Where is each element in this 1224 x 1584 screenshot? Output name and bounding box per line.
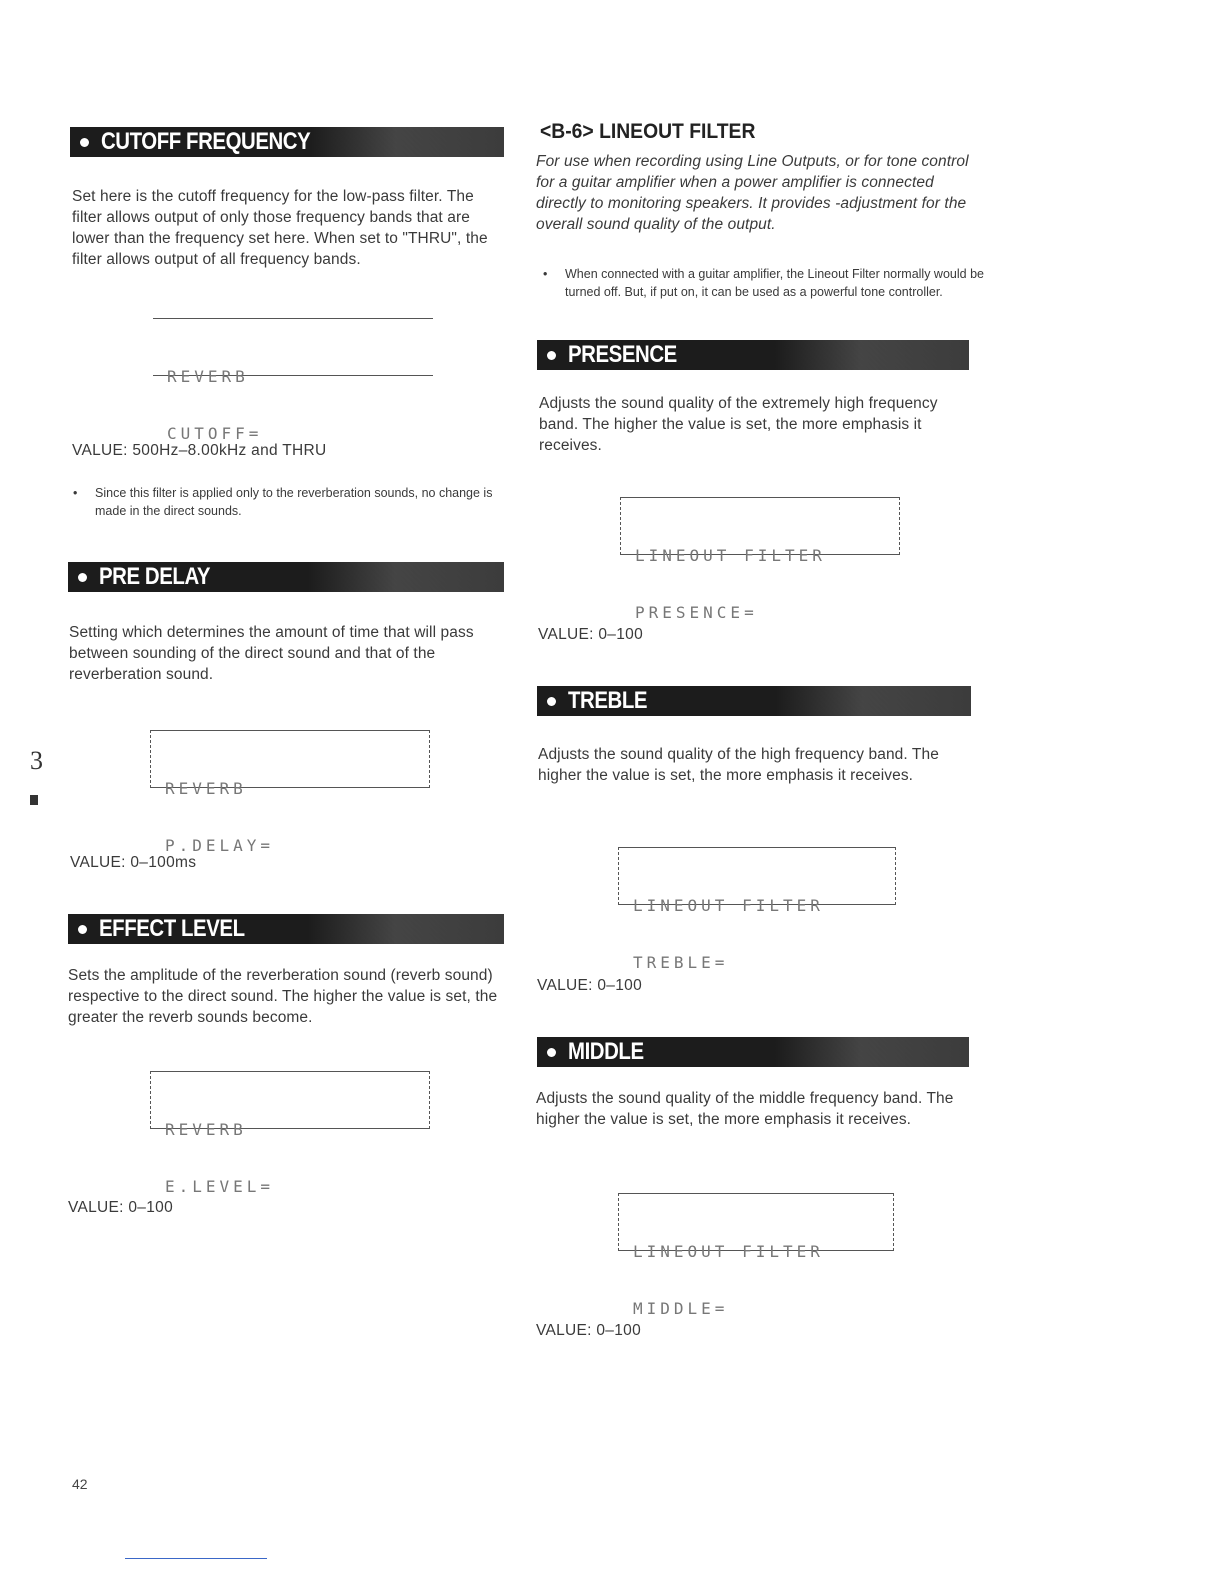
lcd-line-2: TREBLE= <box>633 953 729 972</box>
pre-delay-value-range: VALUE: 0–100ms <box>70 854 197 871</box>
lcd-line-2: MIDDLE= <box>633 1299 729 1318</box>
note-text: Since this filter is applied only to the reverberation sounds, no change is made in the direct sounds. <box>95 486 493 518</box>
cutoff-value-range: VALUE: 500Hz–8.00kHz and THRU <box>72 442 327 459</box>
lcd-display-middle <box>618 1193 894 1318</box>
section-title: PRE DELAY <box>99 563 211 590</box>
lcd-line-2: P.DELAY= <box>165 836 275 855</box>
lcd-display-cutoff <box>153 318 433 443</box>
margin-tab-number: 3 <box>30 746 43 775</box>
lcd-display-pre-delay <box>150 730 430 855</box>
treble-header <box>537 686 971 716</box>
section-title: PRESENCE <box>568 341 677 368</box>
effect-level-description: Sets the amplitude of the reverberation sound (reverb sound) respective to the direct sound. The higher the value is set, the greater the reverb sounds become. <box>68 967 498 1026</box>
section-title: EFFECT LEVEL <box>99 915 245 942</box>
bullet-dot-icon <box>78 573 87 582</box>
bullet-icon: • <box>543 267 548 281</box>
presence-header <box>537 340 969 370</box>
bullet-icon: • <box>73 486 78 500</box>
bullet-dot-icon <box>547 351 556 360</box>
middle-header <box>537 1037 969 1067</box>
effect-level-value-range: VALUE: 0–100 <box>68 1199 173 1216</box>
lcd-line-2: E.LEVEL= <box>165 1177 275 1196</box>
cutoff-note <box>73 484 515 520</box>
section-title: TREBLE <box>568 687 648 714</box>
bottom-rule <box>125 1558 267 1559</box>
lcd-line-1: REVERB <box>167 367 249 386</box>
lcd-line-1: REVERB <box>165 1120 247 1139</box>
pre-delay-header <box>68 562 504 592</box>
bullet-dot-icon <box>547 697 556 706</box>
section-title: MIDDLE <box>568 1038 644 1065</box>
lcd-line-1: LINEOUT FILTER <box>633 896 824 915</box>
middle-description: Adjusts the sound quality of the middle frequency band. The higher the value is set, the more emphasis it receives. <box>536 1090 954 1128</box>
lineout-filter-heading: <B-6> LINEOUT FILTER <box>540 120 756 143</box>
lcd-line-1: LINEOUT FILTER <box>635 546 826 565</box>
presence-description: Adjusts the sound quality of the extremely high frequency band. The higher the value is set, the more emphasis it receives. <box>539 395 938 454</box>
lcd-line-2: PRESENCE= <box>635 603 758 622</box>
margin-tab-marker <box>30 795 38 805</box>
cutoff-frequency-header <box>70 127 504 157</box>
middle-value-range: VALUE: 0–100 <box>536 1322 641 1339</box>
bullet-dot-icon <box>547 1048 556 1057</box>
lcd-line-2: CUTOFF= <box>167 424 263 443</box>
lineout-filter-intro: For use when recording using Line Outputs, or for tone control for a guitar amplifier when a power amplifier is connected directly to monitoring speakers. It provides -adjustment for the overall sound quality of the output. <box>536 153 969 233</box>
treble-value-range: VALUE: 0–100 <box>537 977 642 994</box>
pre-delay-description: Setting which determines the amount of time that will pass between sounding of the direct sound and that of the reverberation sound. <box>69 624 474 683</box>
treble-description: Adjusts the sound quality of the high frequency band. The higher the value is set, the more emphasis it receives. <box>538 746 939 784</box>
lcd-display-effect-level <box>150 1071 430 1196</box>
lcd-display-treble <box>618 847 896 972</box>
effect-level-header <box>68 914 504 944</box>
bullet-dot-icon <box>80 138 89 147</box>
page-number: 42 <box>72 1476 88 1492</box>
note-text: When connected with a guitar amplifier, the Lineout Filter normally would be turned off. But, if put on, it can be used as a powerful tone controller. <box>565 267 984 299</box>
lcd-display-presence <box>620 497 900 622</box>
cutoff-description: Set here is the cutoff frequency for the low-pass filter. The filter allows output of only those frequency bands that are lower than the frequency set here. When set to "THRU", the filter allows output of all frequency bands. <box>72 188 488 268</box>
lcd-line-1: REVERB <box>165 779 247 798</box>
lcd-line-1: LINEOUT FILTER <box>633 1242 824 1261</box>
section-title: CUTOFF FREQUENCY <box>101 128 311 155</box>
presence-value-range: VALUE: 0–100 <box>538 626 643 643</box>
bullet-dot-icon <box>78 925 87 934</box>
lineout-filter-note <box>543 265 985 301</box>
